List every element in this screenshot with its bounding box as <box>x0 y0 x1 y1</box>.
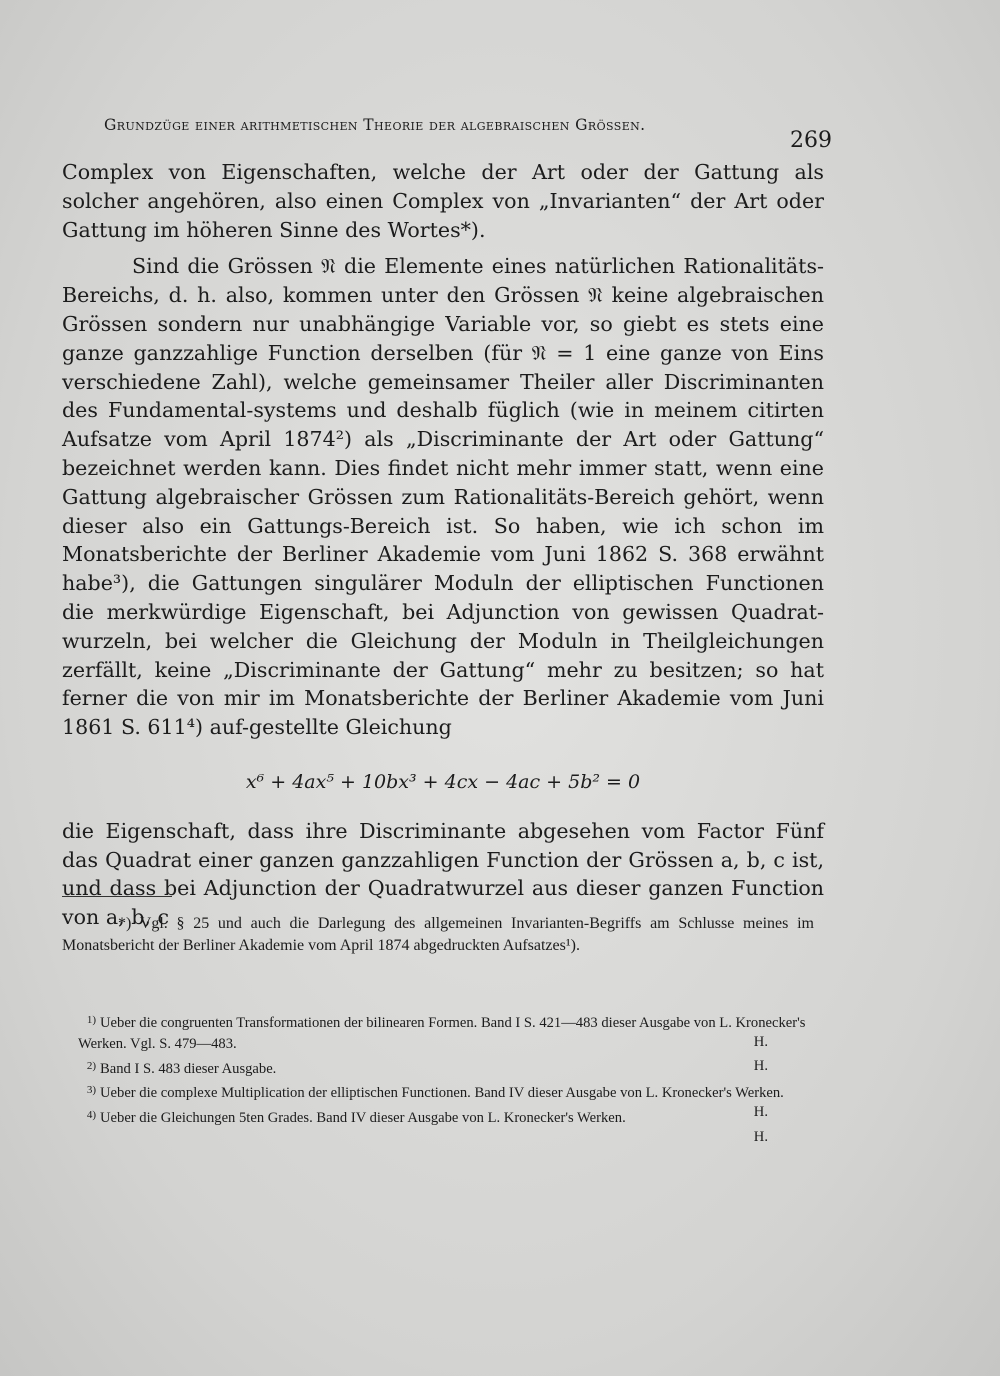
page-number: 269 <box>790 128 832 153</box>
main-text <box>62 158 824 932</box>
editor-note-2: 2) Band I S. 483 dieser Ausgabe. H. <box>86 1057 768 1077</box>
footnote-divider <box>62 896 172 897</box>
editor-note-4: 4) Ueber die Gleichungen 5ten Grades. Band IV dieser Ausgabe von L. Kronecker's Werken. H. <box>86 1108 768 1145</box>
paragraph-3: die Eigenschaft, dass ihre Discriminante abgesehen vom Factor Fünf das Quadrat einer ganzen ganzzahligen Function der Grössen a, b, c ist, und dass bei Adjunction der Quadratwurzel aus dieser ganzen Function von a, b, c <box>62 818 824 930</box>
editor-notes <box>54 1010 816 1145</box>
paragraph-2: Sind die Grössen 𝔑 die Elemente eines natürlichen Rationalitäts-Bereichs, d. h. also, kommen unter den Grössen 𝔑 keine algebraischen Grössen sondern nur unabhängige Variable vor, so giebt es stets eine ganze ganzzahlige Function derselben (für 𝔑 = 1 eine ganze von Eins verschiedene Zahl), welche gemeinsamer Theiler aller Discriminanten des Fundamental-systems und deshalb füglich (wie in meinem citirten Aufsatze vom April 1874²) als „Discriminante der Art oder Gattung“ bezeichnet werden kann. Dies findet nicht mehr immer statt, wenn eine Gattung algebraischer Grössen zum Rationalitäts-Bereich gehört, wenn dieser also ein Gattungs-Bereich ist. So haben, wie ich schon im Monatsberichte der Berliner Akademie vom Juni 1862 S. 368 erwähnt habe³), die Gattungen singulärer Moduln der elliptischen Functionen die merkwürdige Eigenschaft, bei Adjunction von gewissen Quadrat-wurzeln, bei welcher die Gleichung der Moduln in Theilgleichungen zerfällt, keine „Discriminante der Gattung“ mehr zu besitzen; so hat ferner die von mir im Monatsberichte der Berliner Akademie vom Juni 1861 S. 611⁴) auf-gestellte Gleichung <box>62 254 824 740</box>
editor-note-3: 3) Ueber die complexe Multiplication der elliptischen Functionen. Band IV dieser Ausgabe von L. Kronecker's Werken. H. <box>86 1084 784 1121</box>
paragraph-1: Complex von Eigenschaften, welche der Art oder der Gattung als solcher angehören, also einen Complex von „Invarianten“ der Art oder Gattung im höheren Sinne des Wortes*). <box>62 160 824 242</box>
equation: x⁶ + 4ax⁵ + 10bx³ + 4cx − 4ac + 5b² = 0 <box>245 770 641 793</box>
editor-note-1: 1) Ueber die congruenten Transformationen der bilinearen Formen. Band I S. 421—483 dieser Ausgabe von L. Kronecker's Werken. Vgl. S. 479—483. H. <box>78 1014 806 1053</box>
running-title: Grundzüge einer arithmetischen Theorie der algebraischen Grössen. <box>104 116 646 134</box>
footnote-star: *) Vgl. § 25 und auch die Darlegung des allgemeinen Invarianten-Begriffs am Schlusse meines im Monatsbericht der Berliner Akademie vom April 1874 abgedruckten Aufsatzes¹). <box>62 915 814 954</box>
